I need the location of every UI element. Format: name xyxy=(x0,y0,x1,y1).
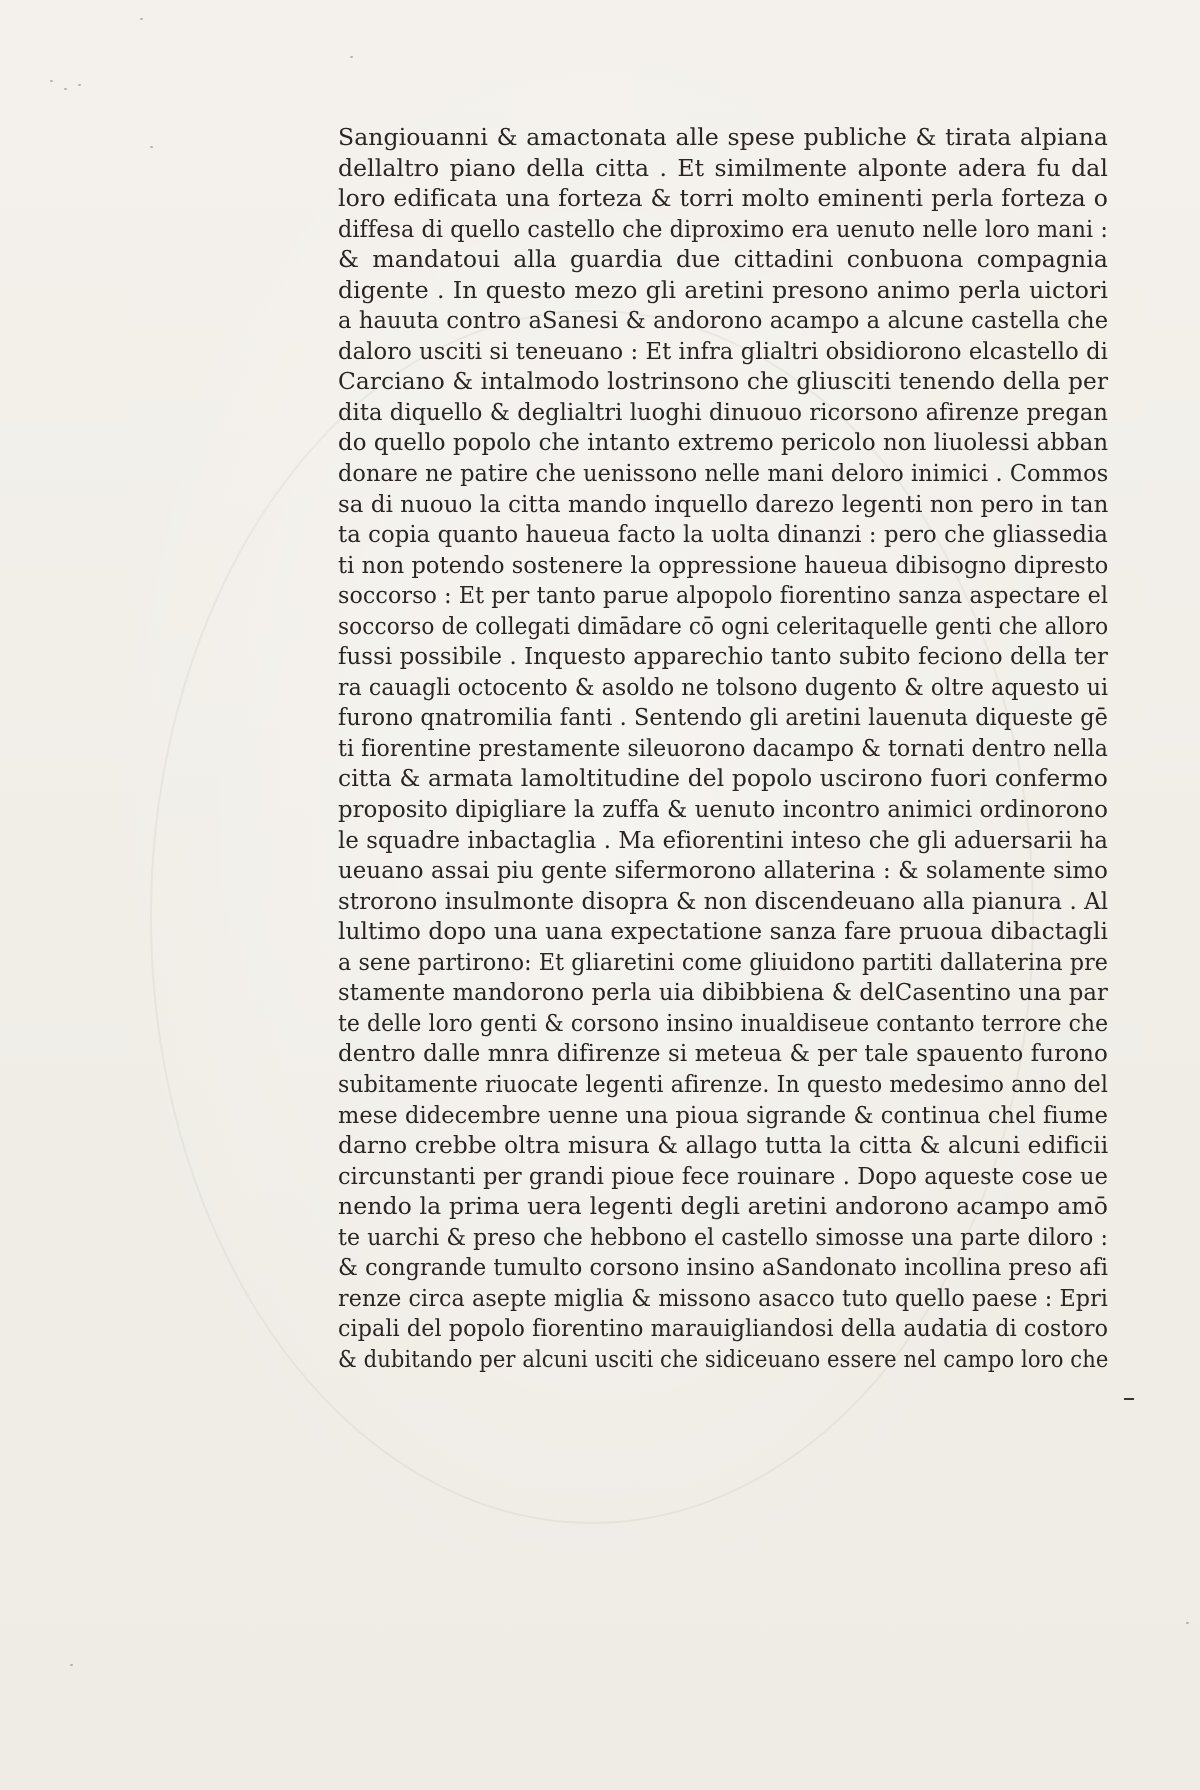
text-line: ta copia quanto haueua facto la uolta dinanzi : pero che gliassedia xyxy=(338,520,1108,549)
paper-speck xyxy=(350,56,353,58)
paper-speck xyxy=(150,146,153,148)
text-line: nendo la prima uera legenti degli aretini andorono acampo amō xyxy=(338,1192,1108,1221)
text-line: proposito dipigliare la zuffa & uenuto incontro animici ordinorono xyxy=(338,795,1108,824)
text-line: dellaltro piano della citta . Et similmente alponte adera fu dal xyxy=(338,153,1108,182)
text-line: sa di nuouo la citta mando inquello darezo legenti non pero in tan xyxy=(338,489,1109,518)
text-line: a hauuta contro aSanesi & andorono acampo a alcune castella che xyxy=(338,306,1109,335)
paper-speck xyxy=(1186,1622,1189,1624)
text-line: cipali del popolo fiorentino marauigliandosi della audatia di costoro xyxy=(338,1314,1109,1343)
text-line: stamente mandorono perla uia dibibbiena & delCasentino una par xyxy=(338,978,1108,1007)
text-line: & congrande tumulto corsono insino aSandonato incollina preso afi xyxy=(338,1253,1109,1282)
text-line: a sene partirono: Et gliaretini come gliuidono partiti dallaterina pre xyxy=(338,947,1108,976)
paper-speck xyxy=(78,84,81,86)
text-line: darno crebbe oltra misura & allago tutta la citta & alcuni edificii xyxy=(338,1131,1109,1160)
text-line: Sangiouanni & amactonata alle spese publiche & tirata alpiana xyxy=(338,123,1108,151)
paper-speck xyxy=(70,1664,73,1666)
text-line: digente . In questo mezo gli aretini presono animo perla uictori xyxy=(338,275,1108,304)
line-end-dash xyxy=(1124,1398,1134,1400)
text-line: mese didecembre uenne una pioua sigrande & continua chel fiume xyxy=(338,1100,1108,1129)
text-line: soccorso : Et per tanto parue alpopolo fiorentino sanza aspectare el xyxy=(338,581,1109,610)
text-line: circunstanti per grandi pioue fece rouinare . Dopo aqueste cose ue xyxy=(338,1161,1108,1190)
text-line: fussi possibile . Inquesto apparechio tanto subito feciono della ter xyxy=(338,642,1108,671)
text-line: Carciano & intalmodo lostrinsono che gliusciti tenendo della per xyxy=(338,367,1109,396)
text-line: daloro usciti si teneuano : Et infra glialtri obsidiorono elcastello di xyxy=(338,336,1108,365)
paper-speck xyxy=(64,88,67,90)
text-line: lultimo dopo una uana expectatione sanza fare pruoua dibactagli xyxy=(338,917,1108,946)
text-line: citta & armata lamoltitudine del popolo uscirono fuori confermo xyxy=(338,764,1108,793)
paper-speck xyxy=(50,80,53,82)
text-line: ra cauagli octocento & asoldo ne tolsono dugento & oltre aquesto ui xyxy=(338,672,1109,701)
text-line: do quello popolo che intanto extremo pericolo non liuolessi abban xyxy=(338,428,1109,457)
paper-speck xyxy=(140,18,143,20)
body-text xyxy=(338,122,1118,1374)
text-line: subitamente riuocate legenti afirenze. In questo medesimo anno del xyxy=(338,1069,1108,1098)
text-line: le squadre inbactaglia . Ma efiorentini inteso che gli aduersarii ha xyxy=(338,825,1108,854)
text-line: ueuano assai piu gente sifermorono allaterina : & solamente simo xyxy=(338,856,1108,885)
text-line: dita diquello & deglialtri luoghi dinuouo ricorsono afirenze pregan xyxy=(338,397,1108,426)
text-line: te uarchi & preso che hebbono el castello simosse una parte diloro : xyxy=(338,1222,1108,1251)
text-line: furono qnatromilia fanti . Sentendo gli aretini lauenuta diqueste gē xyxy=(338,703,1108,732)
text-line: ti fiorentine prestamente sileuorono dacampo & tornati dentro nella xyxy=(338,733,1108,762)
text-line: donare ne patire che uenissono nelle mani deloro inimici . Commos xyxy=(338,459,1109,488)
text-line: soccorso de collegati dimādare cō ogni celeritaquelle genti che alloro xyxy=(338,611,1109,640)
text-line: diffesa di quello castello che diproximo era uenuto nelle loro mani : xyxy=(338,214,1108,243)
text-line: & dubitando per alcuni usciti che sidiceuano essere nel campo loro che xyxy=(338,1344,1109,1373)
text-line: renze circa asepte miglia & missono asacco tuto quello paese : Epri xyxy=(338,1283,1108,1312)
text-line: strorono insulmonte disopra & non discendeuano alla pianura . Al xyxy=(338,886,1109,915)
text-line: dentro dalle mnra difirenze si meteua & per tale spauento furono xyxy=(338,1039,1108,1068)
text-line: te delle loro genti & corsono insino inualdiseue contanto terrore che xyxy=(338,1008,1109,1037)
text-line: & mandatoui alla guardia due cittadini conbuona compagnia xyxy=(338,245,1108,274)
text-line: loro edificata una forteza & torri molto eminenti perla forteza o xyxy=(338,184,1108,213)
text-line: ti non potendo sostenere la oppressione haueua dibisogno dipresto xyxy=(338,550,1109,579)
